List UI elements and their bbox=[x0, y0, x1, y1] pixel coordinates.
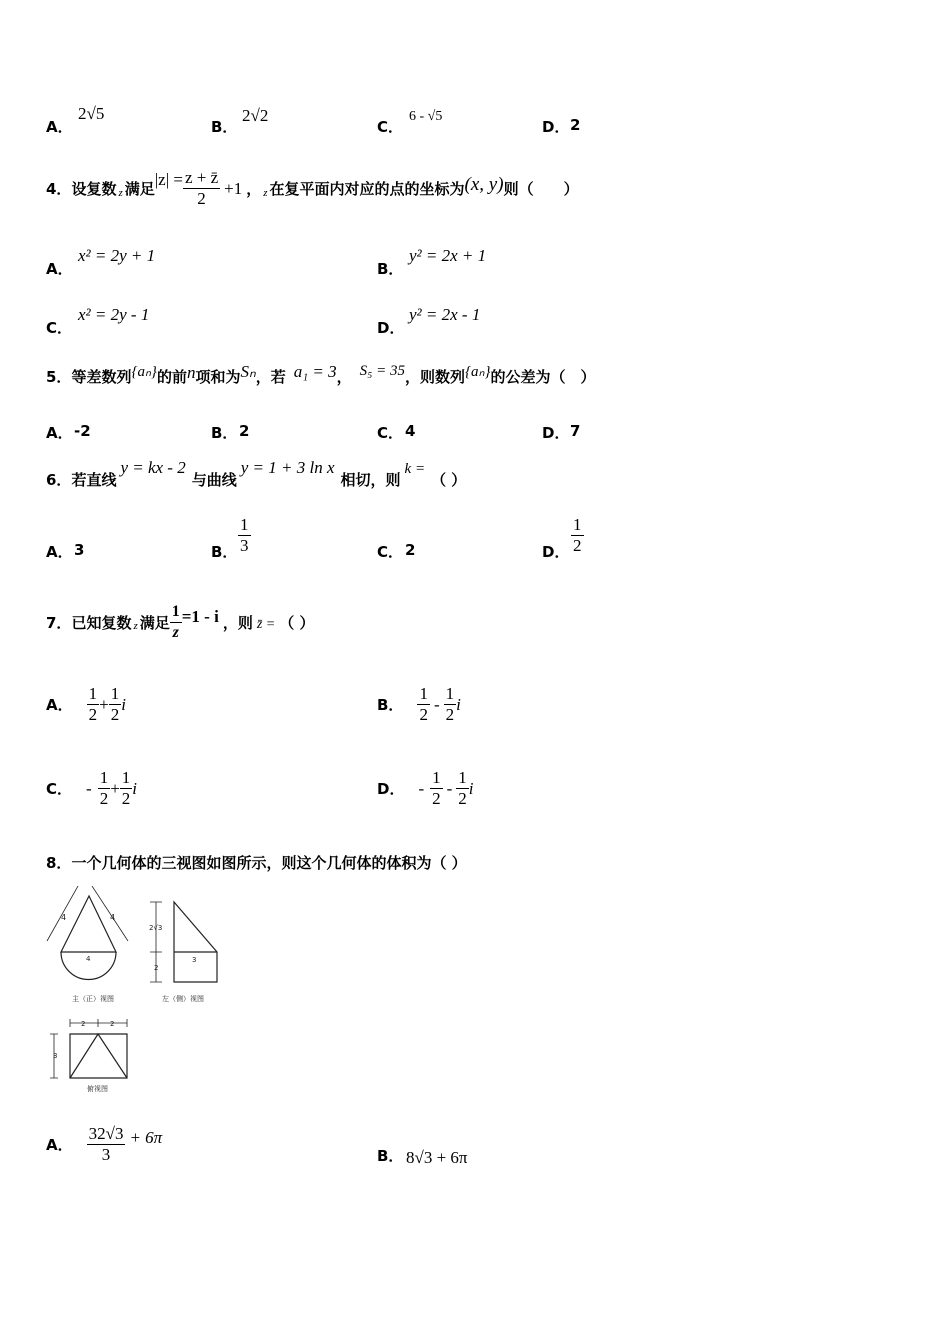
q6-option-b-label: B． bbox=[211, 543, 238, 561]
q8-option-a-label: A． bbox=[46, 1136, 73, 1154]
q7-option-c-label: C． bbox=[46, 780, 73, 798]
q6-option-b-fraction bbox=[238, 515, 251, 556]
q5-sn: Sₙ bbox=[240, 361, 256, 381]
side-view bbox=[149, 902, 217, 1003]
q4-option-b-math: y² = 2x + 1 bbox=[409, 246, 487, 265]
q7-c-frac2 bbox=[120, 768, 133, 809]
q5-number: 5． bbox=[46, 368, 72, 386]
q7-frac-den: z bbox=[172, 623, 179, 641]
num: 1 bbox=[88, 684, 98, 703]
q3-option-a-label: A． bbox=[46, 118, 73, 136]
q4-option-c-label: C． bbox=[46, 319, 73, 337]
dim-diameter: 4 bbox=[86, 955, 91, 963]
q4-plus: +1 bbox=[224, 178, 243, 198]
q8-stem bbox=[46, 852, 467, 873]
q5-option-c-text: 4 bbox=[405, 422, 416, 440]
q6-option-c-label: C． bbox=[377, 543, 404, 561]
q6-stem bbox=[46, 458, 466, 490]
q4-text3: ， bbox=[246, 180, 262, 198]
q4-option-d-math: y² = 2x - 1 bbox=[409, 305, 481, 324]
den: 2 bbox=[110, 705, 120, 724]
q6-text4: （ ） bbox=[431, 471, 467, 489]
q4-number: 4． bbox=[46, 180, 72, 198]
den: 2 bbox=[121, 789, 131, 808]
three-view-figure bbox=[44, 886, 219, 1098]
q4-z2: z bbox=[263, 186, 268, 199]
q7-d-op: - bbox=[446, 778, 453, 798]
num: 1 bbox=[458, 768, 467, 787]
q4-text5: 则（ ） bbox=[503, 180, 579, 198]
q8-a-fraction bbox=[87, 1124, 126, 1165]
q5-option-d-text: 7 bbox=[570, 422, 581, 440]
num: 1 bbox=[445, 684, 455, 703]
q7-b-frac1 bbox=[417, 684, 430, 725]
q7-text3: ，则 bbox=[222, 613, 253, 632]
q5-option-d-label: D． bbox=[542, 424, 570, 442]
q6-b-num: 1 bbox=[240, 515, 249, 534]
q4-text1: 设复数 bbox=[71, 180, 117, 198]
num: 1 bbox=[99, 768, 109, 787]
q3-option-d-text: 2 bbox=[570, 116, 581, 134]
q5-text1: 等差数列 bbox=[71, 368, 132, 386]
dim-height-top: 2√3 bbox=[149, 924, 163, 932]
q6-line: y = kx - 2 bbox=[120, 458, 186, 477]
q7-zbar: z̄ = bbox=[256, 617, 276, 632]
q6-d-num: 1 bbox=[573, 515, 582, 534]
dim-height-bottom: 2 bbox=[154, 964, 159, 972]
q8-a-den: 3 bbox=[101, 1145, 111, 1164]
q6-text3: 相切，则 bbox=[340, 471, 401, 489]
q7-d-i: i bbox=[468, 778, 474, 798]
q7-fraction bbox=[170, 602, 182, 643]
q7-c-frac1 bbox=[98, 768, 111, 809]
q3-option-c-math: 6 - √5 bbox=[409, 109, 443, 124]
q5-option-b-label: B． bbox=[211, 424, 238, 442]
q5-s5: S₅ = 35 bbox=[359, 363, 406, 379]
num: 1 bbox=[432, 768, 441, 787]
q5-option-a-label: A． bbox=[46, 424, 73, 442]
q7-text1: 已知复数 bbox=[71, 613, 132, 632]
q4-text4: 在复平面内对应的点的坐标为 bbox=[269, 180, 465, 198]
q6-curve: y = 1 + 3 ln x bbox=[240, 458, 335, 477]
front-view bbox=[47, 886, 128, 1003]
front-view-label: 主（正）视图 bbox=[72, 995, 114, 1003]
q6-option-d-fraction bbox=[571, 515, 584, 556]
q8-option-b-label: B． bbox=[377, 1147, 404, 1165]
q4-fraction bbox=[183, 168, 220, 209]
q7-z: z bbox=[133, 620, 138, 632]
q5-a1: a₁ = 3 bbox=[293, 361, 337, 381]
q6-text1: 若直线 bbox=[71, 471, 117, 489]
q6-k: k = bbox=[404, 461, 426, 477]
top-view bbox=[50, 1019, 127, 1093]
q7-b-frac2 bbox=[444, 684, 457, 725]
q7-frac-num: 1 bbox=[170, 602, 182, 623]
q7-option-b bbox=[377, 684, 461, 725]
q5-n: n bbox=[186, 362, 196, 382]
q7-a-frac1 bbox=[87, 684, 100, 725]
q8-option-a bbox=[46, 1124, 162, 1165]
q8-a-rest: + 6π bbox=[129, 1127, 163, 1147]
side-view-label: 左（侧）视图 bbox=[162, 995, 204, 1003]
q7-option-d-label: D． bbox=[377, 780, 405, 798]
q6-option-d-label: D． bbox=[542, 543, 570, 561]
q8-text: 一个几何体的三视图如图所示，则这个几何体的体积为（ ） bbox=[71, 854, 467, 872]
q4-option-b-label: B． bbox=[377, 260, 404, 278]
q4-frac-den: 2 bbox=[197, 189, 206, 208]
q3-option-c-label: C． bbox=[377, 118, 404, 136]
q3-option-d-label: D． bbox=[542, 118, 570, 136]
q6-text2: 与曲线 bbox=[191, 471, 237, 489]
dim-slant-right: 4 bbox=[110, 913, 116, 922]
q8-a-num: 32√3 bbox=[88, 1124, 124, 1143]
q4-option-a-math: x² = 2y + 1 bbox=[78, 246, 156, 265]
q5-text4: ，若 bbox=[255, 368, 286, 386]
dim-slant-left: 4 bbox=[61, 913, 67, 922]
q5-stem bbox=[46, 361, 596, 387]
q4-lhs: |z| = bbox=[154, 169, 183, 189]
q7-option-a bbox=[46, 684, 126, 725]
q7-d-frac2 bbox=[456, 768, 469, 809]
q3-option-b-math: 2√2 bbox=[242, 106, 269, 125]
dim-side-width: 3 bbox=[192, 956, 197, 964]
q3-option-b-label: B． bbox=[211, 118, 238, 136]
q4-text2: 满足 bbox=[124, 180, 155, 198]
q5-seq2: {aₙ} bbox=[465, 364, 491, 380]
q7-option-d bbox=[377, 768, 474, 809]
q8-number: 8． bbox=[46, 854, 72, 872]
den: 2 bbox=[99, 789, 109, 808]
q4-option-a-label: A． bbox=[46, 260, 73, 278]
q7-option-b-label: B． bbox=[377, 696, 404, 714]
q7-equation: =1 - i bbox=[181, 607, 219, 626]
q7-b-op: - bbox=[433, 694, 440, 714]
q4-stem bbox=[46, 168, 579, 209]
q7-text2: 满足 bbox=[139, 613, 170, 632]
den: 2 bbox=[458, 789, 467, 808]
q5-option-a-text: -2 bbox=[74, 422, 91, 440]
q6-d-den: 2 bbox=[573, 536, 582, 555]
q6-option-c-text: 2 bbox=[405, 541, 416, 559]
q5-text2: 的前 bbox=[156, 368, 187, 386]
q7-b-i: i bbox=[456, 694, 461, 714]
q6-option-a-label: A． bbox=[46, 543, 73, 561]
q5-text5: ， bbox=[336, 368, 352, 386]
q7-option-c bbox=[46, 768, 137, 809]
q7-a-i: i bbox=[121, 694, 126, 714]
q5-text6: ，则数列 bbox=[405, 368, 466, 386]
dim-depth: 3 bbox=[53, 1052, 58, 1060]
q6-b-den: 3 bbox=[240, 536, 249, 555]
q4-coord: (x, y) bbox=[464, 173, 504, 195]
q8-option-b-math: 8√3 + 6π bbox=[406, 1148, 468, 1167]
dim-half-left: 2 bbox=[81, 1020, 86, 1028]
q6-number: 6． bbox=[46, 471, 72, 489]
q7-number: 7． bbox=[46, 613, 72, 632]
den: 2 bbox=[88, 705, 98, 724]
q7-d-pre: - bbox=[418, 778, 425, 798]
q7-c-pre: - bbox=[86, 778, 92, 798]
q5-text7: 的公差为（ ） bbox=[490, 368, 596, 386]
den: 2 bbox=[445, 705, 455, 724]
top-view-label: 俯视图 bbox=[87, 1085, 108, 1093]
q5-text3: 项和为 bbox=[195, 368, 241, 386]
den: 2 bbox=[432, 789, 441, 808]
q4-option-c-math: x² = 2y - 1 bbox=[78, 305, 150, 324]
num: 1 bbox=[110, 684, 120, 703]
dim-half-right: 2 bbox=[110, 1020, 115, 1028]
q5-seq: {aₙ} bbox=[131, 364, 157, 380]
num: 1 bbox=[419, 684, 428, 703]
q7-c-op: + bbox=[110, 778, 120, 798]
q6-option-a-text: 3 bbox=[74, 541, 85, 559]
q7-option-a-label: A． bbox=[46, 696, 73, 714]
q7-a-frac2 bbox=[109, 684, 122, 725]
q4-z: z bbox=[118, 186, 123, 199]
q4-frac-num: z + z̄ bbox=[184, 168, 219, 187]
den: 2 bbox=[419, 705, 428, 724]
q7-c-i: i bbox=[132, 778, 138, 798]
q5-option-b-text: 2 bbox=[239, 422, 250, 440]
num: 1 bbox=[121, 768, 131, 787]
q4-option-d-label: D． bbox=[377, 319, 405, 337]
q5-option-c-label: C． bbox=[377, 424, 404, 442]
q7-d-frac1 bbox=[430, 768, 443, 809]
q3-option-a-math: 2√5 bbox=[78, 104, 105, 123]
q7-stem bbox=[46, 600, 314, 644]
q7-text4: （ ） bbox=[279, 613, 315, 632]
q7-a-op: + bbox=[99, 694, 109, 714]
